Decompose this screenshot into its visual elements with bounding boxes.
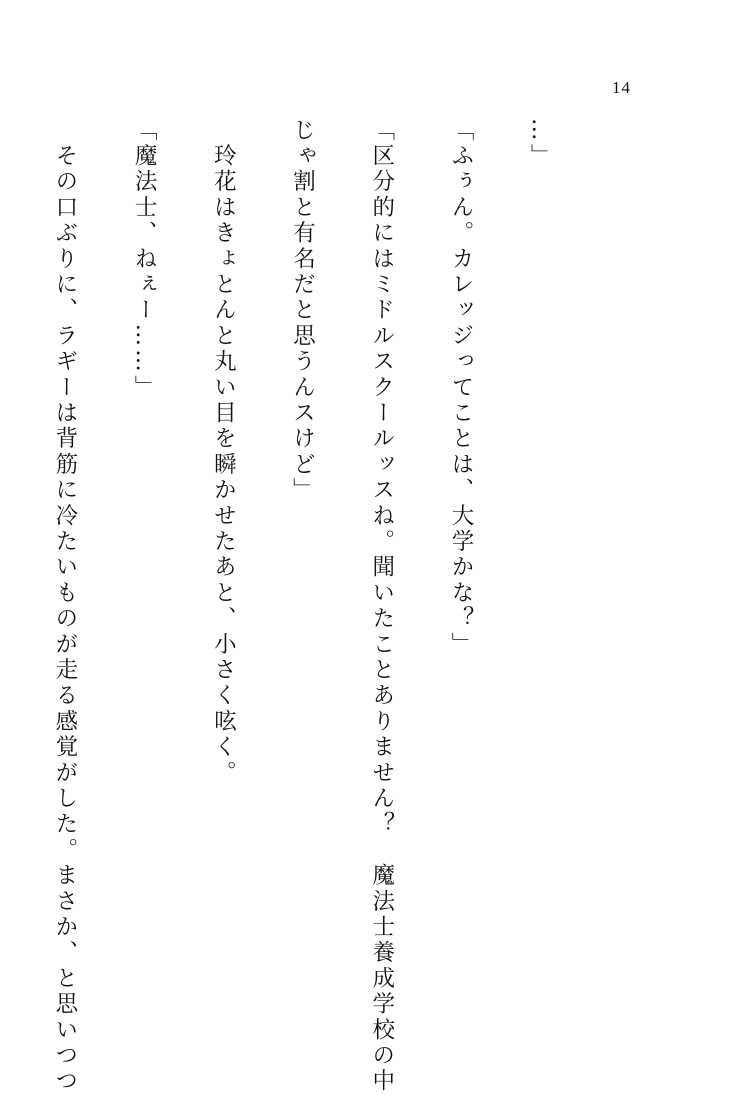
text-line: …」	[527, 118, 554, 170]
text-line: じゃ割と有名だと思うんスけど」	[289, 118, 316, 504]
text-line: 「魔法士、ねぇー……」	[131, 118, 158, 401]
text-line: 「ふぅん。カレッジってことは、大学かな？」	[447, 118, 474, 658]
page-number: 14	[612, 78, 631, 97]
text-line: 玲花はきょとんと丸い目を瞬かせたあと、小さく呟く。	[210, 118, 237, 787]
text-line: その口ぶりに、ラギーは背筋に冷たいものが走る感覚がした。まさか、と思いつつ	[51, 118, 78, 1095]
body-text	[51, 118, 606, 1095]
text-line: 「区分的にはミドルスクールッスね。聞いたことありません？ 魔法士養成学校の中	[368, 118, 395, 1095]
